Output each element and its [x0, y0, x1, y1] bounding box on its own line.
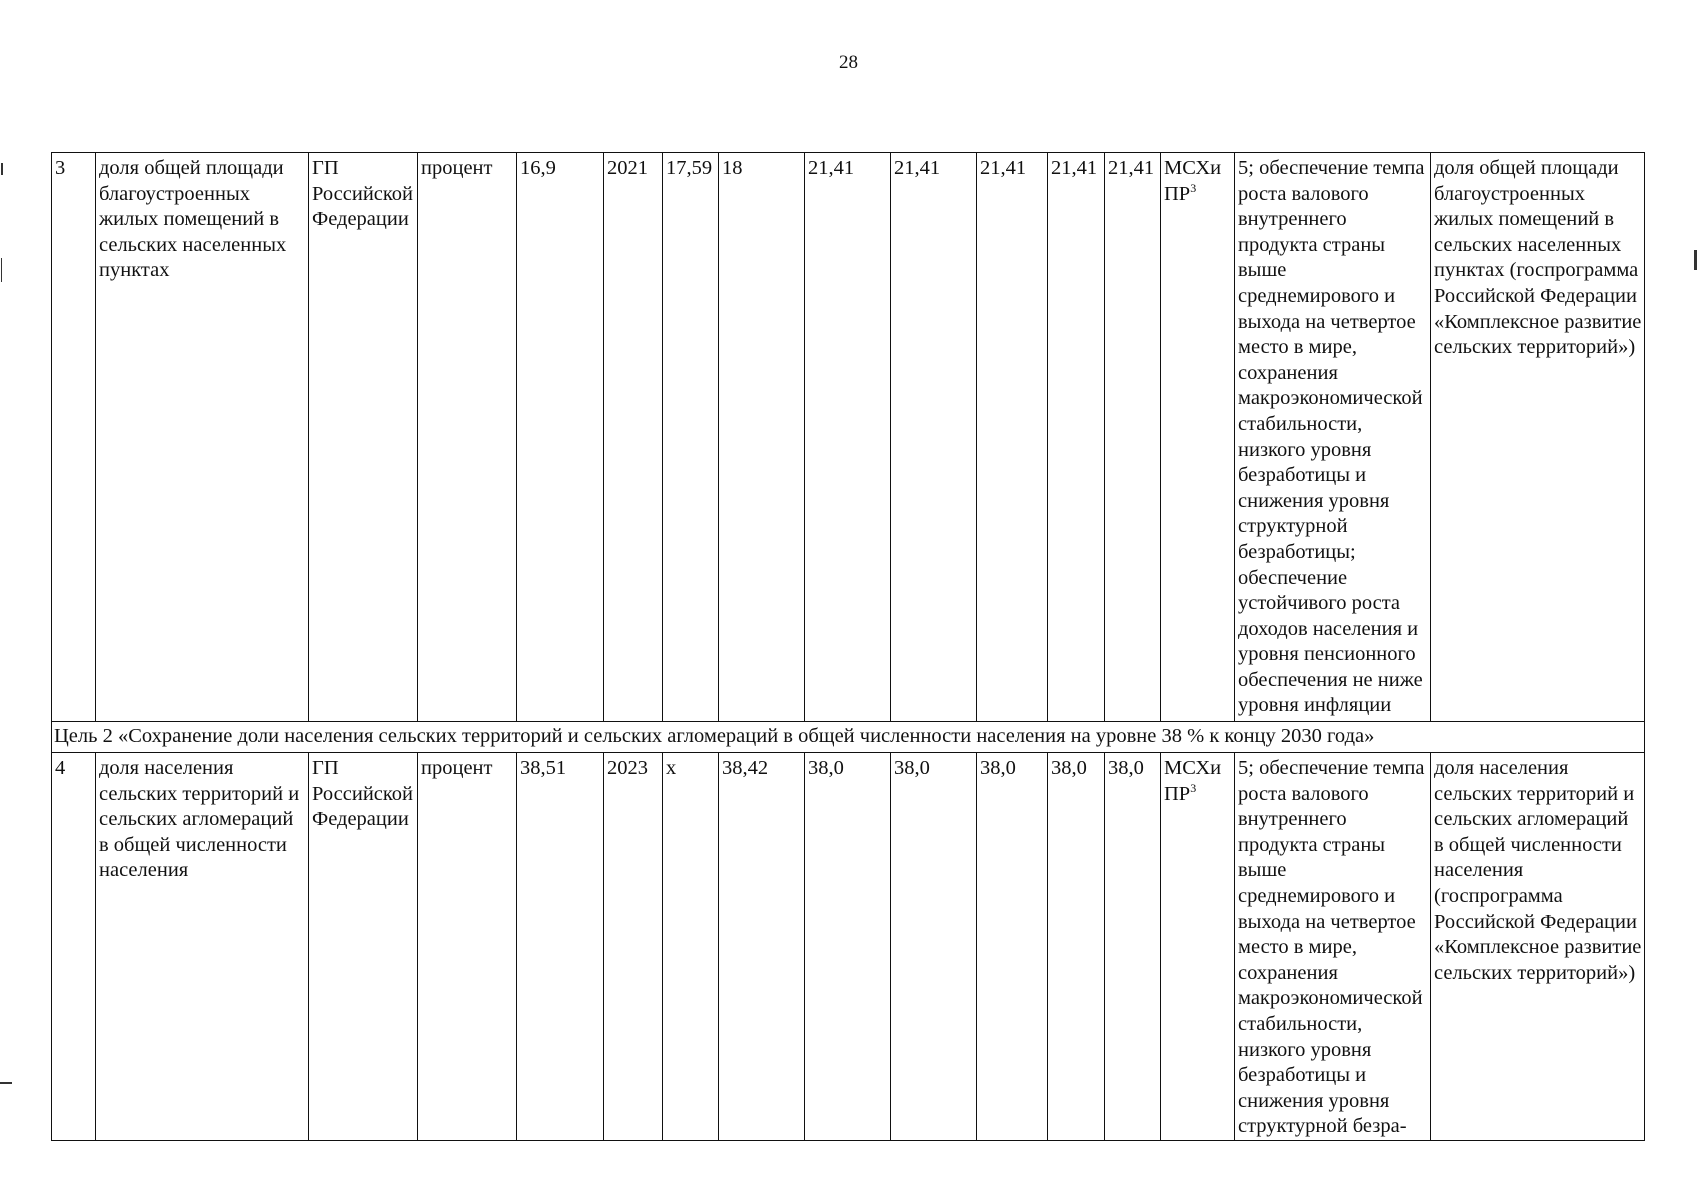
- responsible-text: МСХиПР: [1164, 157, 1222, 205]
- indicator-name: доля общей площади благоустроенных жилых помещений в сельских населенных пунктах: [96, 153, 309, 722]
- value-4: 38,0: [891, 753, 977, 1141]
- indicators-table: [51, 152, 1645, 1141]
- indicator-name: доля населения сельских территорий и сельских агломераций в общей численности населения: [96, 753, 309, 1141]
- scan-mark-left-mid: [1, 258, 2, 282]
- value-6: 21,41: [1048, 153, 1105, 722]
- value-6: 38,0: [1048, 753, 1105, 1141]
- row-number: 3: [52, 153, 96, 722]
- base-year: 2023: [604, 753, 663, 1141]
- national-goal-link: 5; обеспечение темпа роста валового внутреннего продукта страны выше среднемирового и выхода на четвертое место в мире, сохранения макроэкономической стабильности, низкого уровня безработицы и снижения уровня структурной безработицы; обеспечение устойчивого роста доходов населения и уровня пенсионного обеспечения не ниже уровня инфляции: [1235, 153, 1431, 722]
- responsible-body: [1161, 753, 1235, 1141]
- table-row: [52, 153, 1645, 722]
- value-5: 38,0: [977, 753, 1048, 1141]
- value-3: 21,41: [805, 153, 891, 722]
- scan-mark-left-top: [1, 163, 3, 175]
- indicator-level: ГП Российской Федерации: [309, 753, 418, 1141]
- value-1: х: [663, 753, 719, 1141]
- goal-row: [52, 722, 1645, 753]
- goal-heading: Цель 2 «Сохранение доли населения сельских территорий и сельских агломераций в общей численности населения на уровне 38 % к концу 2030 года»: [52, 722, 1645, 753]
- indicator-level: ГП Российской Федерации: [309, 153, 418, 722]
- value-2: 38,42: [719, 753, 805, 1141]
- value-3: 38,0: [805, 753, 891, 1141]
- footnote-marker: 3: [1190, 780, 1197, 795]
- base-year: 2021: [604, 153, 663, 722]
- value-2: 18: [719, 153, 805, 722]
- unit-of-measure: процент: [418, 153, 517, 722]
- table-row: [52, 753, 1645, 1141]
- value-7: 21,41: [1105, 153, 1161, 722]
- row-number: 4: [52, 753, 96, 1141]
- base-value: 38,51: [517, 753, 604, 1141]
- indicator-source: доля общей площади благоустроенных жилых помещений в сельских населенных пунктах (госпрограмма Российской Федерации «Комплексное развитие сельских территорий»): [1431, 153, 1645, 722]
- indicator-source: доля населения сельских территорий и сельских агломераций в общей численности населения (госпрограмма Российской Федерации «Комплексное развитие сельских территорий»): [1431, 753, 1645, 1141]
- value-1: 17,59: [663, 153, 719, 722]
- page-number: 28: [839, 52, 858, 73]
- value-7: 38,0: [1105, 753, 1161, 1141]
- unit-of-measure: процент: [418, 753, 517, 1141]
- responsible-body: [1161, 153, 1235, 722]
- responsible-text: МСХиПР: [1164, 757, 1222, 805]
- value-5: 21,41: [977, 153, 1048, 722]
- base-value: 16,9: [517, 153, 604, 722]
- footnote-marker: 3: [1190, 180, 1197, 195]
- national-goal-link: 5; обеспечение темпа роста валового внутреннего продукта страны выше среднемирового и выхода на четвертое место в мире, сохранения макроэкономической стабильности, низкого уровня безработицы и снижения уровня структурной безра-: [1235, 753, 1431, 1141]
- value-4: 21,41: [891, 153, 977, 722]
- scan-mark-left-bottom: [0, 1082, 12, 1084]
